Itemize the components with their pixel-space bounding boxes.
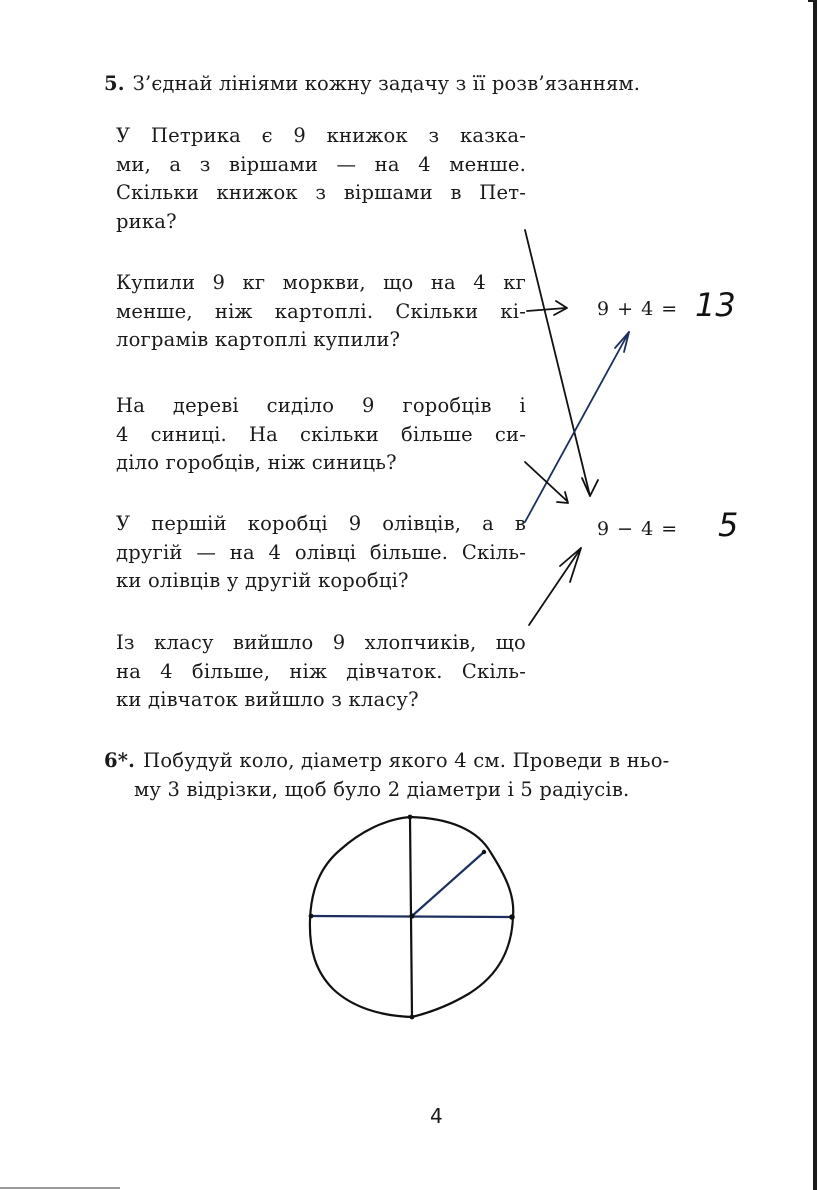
problem-line: ми, а з віршами — на 4 менше. [116, 152, 526, 176]
endpoint [410, 1015, 415, 1020]
task-5-instruction: З’єднай лініями кожну задачу з її розв’язанням. [132, 72, 641, 95]
problem-line: діло горобців, ніж синиць? [116, 451, 397, 474]
problem-line: Із класу вийшло 9 хлопчиків, що [116, 631, 526, 654]
task-6-line-2: му 3 відрізки, щоб було 2 діаметри і 5 радіусів. [134, 778, 630, 801]
solution-2-answer: 5 [718, 506, 739, 544]
problem-line: менше, ніж картоплі. Скільки кі- [116, 299, 526, 323]
page-number: 4 [430, 1104, 443, 1128]
problem-line: ки олівців у другій коробці? [116, 569, 409, 592]
solution-1-answer: 13 [695, 286, 736, 324]
problem-line: другій — на 4 олівці більше. Скіль- [116, 540, 526, 564]
problem-line: На дереві сиділо 9 горобців і [116, 394, 526, 417]
solution-2-expression: 9 − 4 = [597, 518, 679, 540]
endpoint [309, 914, 314, 919]
endpoint [482, 850, 486, 854]
task-6-text: Побудуй коло, діаметр якого 4 см. Проведи в ньо- [143, 749, 670, 772]
problem-line: на 4 більше, ніж дівчаток. Скіль- [116, 659, 526, 683]
task-6-number: 6*. [104, 749, 136, 772]
problem-line: лограмів картоплі купили? [116, 328, 401, 351]
problem-line: У першій коробці 9 олівців, а в [116, 512, 526, 535]
problem-line: У Петрика є 9 книжок з казка- [116, 124, 526, 147]
solution-1-expression: 9 + 4 = [597, 298, 679, 320]
problem-line: 4 синиці. На скільки більше си- [116, 422, 526, 446]
endpoint [509, 914, 515, 920]
problem-line: Скільки книжок з віршами в Пет- [116, 181, 526, 204]
radius-segment [412, 852, 484, 916]
problem-line: ки дівчаток вийшло з класу? [116, 688, 419, 711]
endpoint [408, 815, 413, 820]
problem-line: Купили 9 кг моркви, що на 4 кг [116, 271, 526, 294]
problem-line: рика? [116, 209, 177, 233]
task-5-number: 5. [104, 72, 125, 95]
center-point [409, 913, 414, 918]
